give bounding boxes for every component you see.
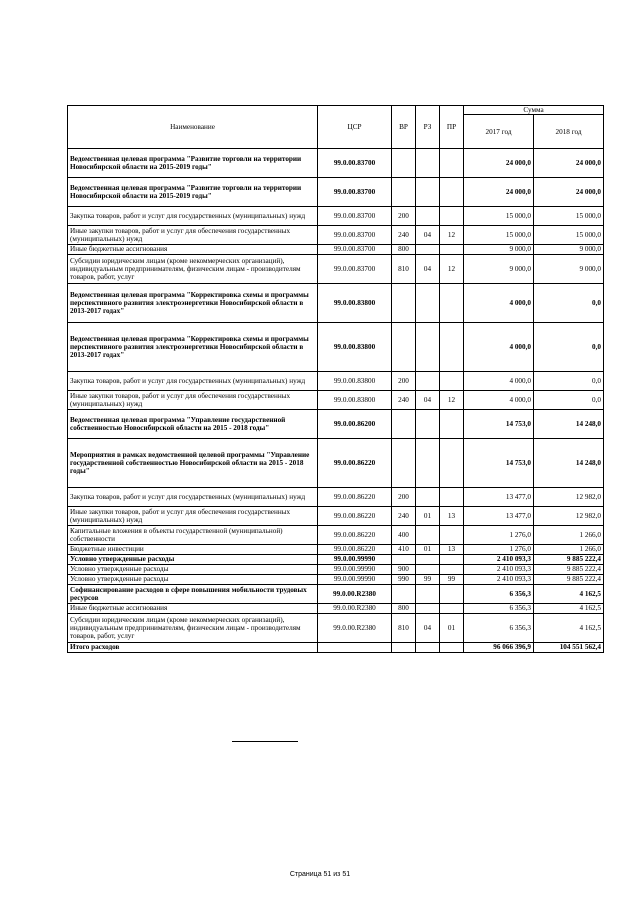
row-2017-cell: 1 276,0	[464, 545, 534, 555]
row-name-cell: Условно утвержденные расходы	[68, 555, 318, 565]
row-2018-cell: 15 000,0	[534, 207, 604, 226]
row-vr-cell	[392, 643, 416, 653]
header-sum: Сумма	[464, 106, 604, 115]
row-pr-cell: 99	[440, 575, 464, 585]
row-2017-cell: 15 000,0	[464, 226, 534, 245]
row-pr-cell	[440, 488, 464, 507]
row-rz-cell	[416, 245, 440, 255]
row-2017-cell: 1 276,0	[464, 526, 534, 545]
row-rz-cell: 01	[416, 545, 440, 555]
row-name-cell: Ведомственная целевая программа "Развитие торговли на территории Новосибирской области на 2015-2019 годы"	[68, 149, 318, 178]
row-pr-cell	[440, 284, 464, 323]
table-row	[68, 245, 604, 255]
row-pr-cell	[440, 555, 464, 565]
row-2017-cell: 24 000,0	[464, 149, 534, 178]
table-row	[68, 555, 604, 565]
table-row	[68, 226, 604, 245]
row-vr-cell: 810	[392, 255, 416, 284]
row-name-cell: Иные бюджетные ассигнования	[68, 245, 318, 255]
row-pr-cell	[440, 410, 464, 439]
row-pr-cell	[440, 565, 464, 575]
row-vr-cell: 400	[392, 526, 416, 545]
row-name-cell: Условно утвержденные расходы	[68, 565, 318, 575]
row-name-cell: Субсидии юридическим лицам (кроме некоммерческих организаций), индивидуальным предпринимателям, физическим лицам - производителям товаров, работ, услуг	[68, 255, 318, 284]
row-pr-cell	[440, 323, 464, 372]
row-pr-cell	[440, 439, 464, 488]
table-row	[68, 488, 604, 507]
row-csr-cell: 99.0.00.83700	[318, 207, 392, 226]
table-row	[68, 507, 604, 526]
row-csr-cell: 99.0.00.86220	[318, 545, 392, 555]
row-2018-cell: 0,0	[534, 323, 604, 372]
row-pr-cell	[440, 604, 464, 614]
row-vr-cell: 240	[392, 507, 416, 526]
table-row	[68, 439, 604, 488]
row-csr-cell: 99.0.00.83700	[318, 149, 392, 178]
row-2018-cell: 1 266,0	[534, 545, 604, 555]
row-name-cell: Ведомственная целевая программа "Развитие торговли на территории Новосибирской области на 2015-2019 годы"	[68, 178, 318, 207]
row-2018-cell: 4 162,5	[534, 585, 604, 604]
row-2017-cell: 4 000,0	[464, 323, 534, 372]
table-row	[68, 391, 604, 410]
row-2017-cell: 6 356,3	[464, 604, 534, 614]
row-2017-cell: 15 000,0	[464, 207, 534, 226]
row-name-cell: Иные закупки товаров, работ и услуг для обеспечения государственных (муниципальных) нужд	[68, 226, 318, 245]
row-vr-cell	[392, 149, 416, 178]
table-row	[68, 565, 604, 575]
row-csr-cell: 99.0.00.83700	[318, 178, 392, 207]
table-row	[68, 149, 604, 178]
row-rz-cell	[416, 323, 440, 372]
row-rz-cell: 04	[416, 391, 440, 410]
table-row	[68, 575, 604, 585]
row-2018-cell: 9 000,0	[534, 255, 604, 284]
table-row	[68, 178, 604, 207]
row-vr-cell	[392, 323, 416, 372]
row-2017-cell: 14 753,0	[464, 410, 534, 439]
row-vr-cell	[392, 439, 416, 488]
header-2017: 2017 год	[464, 115, 534, 149]
row-2018-cell: 4 162,5	[534, 614, 604, 643]
table-row	[68, 526, 604, 545]
row-name-cell: Иные бюджетные ассигнования	[68, 604, 318, 614]
row-rz-cell: 04	[416, 255, 440, 284]
row-name-cell: Ведомственная целевая программа "Корректировка схемы и программы перспективного развития электроэнергетики Новосибирской области в 2013-2017 годах"	[68, 284, 318, 323]
row-2018-cell: 4 162,5	[534, 604, 604, 614]
row-csr-cell: 99.0.00.R2380	[318, 604, 392, 614]
budget-table	[67, 105, 604, 653]
row-csr-cell	[318, 643, 392, 653]
header-pr: ПР	[440, 106, 464, 149]
row-vr-cell	[392, 284, 416, 323]
row-pr-cell	[440, 526, 464, 545]
row-vr-cell: 800	[392, 245, 416, 255]
row-rz-cell	[416, 555, 440, 565]
row-vr-cell: 990	[392, 575, 416, 585]
row-pr-cell	[440, 372, 464, 391]
row-name-cell: Закупка товаров, работ и услуг для государственных (муниципальных) нужд	[68, 207, 318, 226]
row-name-cell: Иные закупки товаров, работ и услуг для обеспечения государственных (муниципальных) нужд	[68, 507, 318, 526]
row-pr-cell	[440, 585, 464, 604]
row-name-cell: Бюджетные инвестиции	[68, 545, 318, 555]
row-rz-cell	[416, 178, 440, 207]
row-pr-cell	[440, 149, 464, 178]
row-2018-cell: 14 248,0	[534, 410, 604, 439]
row-name-cell: Итого расходов	[68, 643, 318, 653]
row-csr-cell: 99.0.00.83800	[318, 284, 392, 323]
table-row	[68, 410, 604, 439]
row-vr-cell: 900	[392, 565, 416, 575]
row-2018-cell: 9 885 222,4	[534, 575, 604, 585]
table-row	[68, 545, 604, 555]
row-2017-cell: 96 066 396,9	[464, 643, 534, 653]
row-rz-cell	[416, 585, 440, 604]
row-rz-cell	[416, 643, 440, 653]
table-header	[68, 106, 604, 149]
row-name-cell: Капитальные вложения в объекты государственной (муниципальной) собственности	[68, 526, 318, 545]
row-rz-cell: 04	[416, 226, 440, 245]
row-2017-cell: 13 477,0	[464, 507, 534, 526]
row-name-cell: Закупка товаров, работ и услуг для государственных (муниципальных) нужд	[68, 488, 318, 507]
row-rz-cell	[416, 526, 440, 545]
table-row	[68, 643, 604, 653]
table-row	[68, 614, 604, 643]
row-csr-cell: 99.0.00.99990	[318, 555, 392, 565]
row-rz-cell	[416, 565, 440, 575]
row-vr-cell: 200	[392, 488, 416, 507]
row-rz-cell: 01	[416, 507, 440, 526]
row-2017-cell: 2 410 093,3	[464, 565, 534, 575]
header-rz: РЗ	[416, 106, 440, 149]
row-vr-cell	[392, 585, 416, 604]
table-row	[68, 284, 604, 323]
row-name-cell: Ведомственная целевая программа "Управление государственной собственностью Новосибирской области на 2015 - 2018 годы"	[68, 410, 318, 439]
row-vr-cell: 240	[392, 391, 416, 410]
row-name-cell: Ведомственная целевая программа "Корректировка схемы и программы перспективного развития электроэнергетики Новосибирской области в 2013-2017 годах"	[68, 323, 318, 372]
row-2017-cell: 6 356,3	[464, 614, 534, 643]
page-number: Страница 51 из 51	[289, 871, 351, 878]
table-body	[68, 149, 604, 653]
row-csr-cell: 99.0.00.83700	[318, 226, 392, 245]
row-csr-cell: 99.0.00.99990	[318, 575, 392, 585]
header-csr: ЦСР	[318, 106, 392, 149]
row-name-cell: Закупка товаров, работ и услуг для государственных (муниципальных) нужд	[68, 372, 318, 391]
row-2017-cell: 9 000,0	[464, 255, 534, 284]
row-vr-cell: 200	[392, 207, 416, 226]
row-vr-cell: 800	[392, 604, 416, 614]
row-name-cell: Мероприятия в рамках ведомственной целевой программы "Управление государственной собственностью Новосибирской области на 2015 - 2018 годы"	[68, 439, 318, 488]
row-pr-cell: 13	[440, 545, 464, 555]
row-csr-cell: 99.0.00.83800	[318, 323, 392, 372]
row-2017-cell: 4 000,0	[464, 372, 534, 391]
row-vr-cell	[392, 410, 416, 439]
row-vr-cell	[392, 555, 416, 565]
row-pr-cell: 12	[440, 255, 464, 284]
row-2018-cell: 0,0	[534, 391, 604, 410]
row-2017-cell: 4 000,0	[464, 391, 534, 410]
row-rz-cell	[416, 488, 440, 507]
row-vr-cell: 200	[392, 372, 416, 391]
row-rz-cell	[416, 284, 440, 323]
table-row	[68, 372, 604, 391]
row-rz-cell	[416, 149, 440, 178]
row-csr-cell: 99.0.00.86220	[318, 526, 392, 545]
row-2017-cell: 14 753,0	[464, 439, 534, 488]
row-2018-cell: 12 982,0	[534, 488, 604, 507]
row-2017-cell: 2 410 093,3	[464, 575, 534, 585]
row-vr-cell: 240	[392, 226, 416, 245]
row-name-cell: Иные закупки товаров, работ и услуг для обеспечения государственных (муниципальных) нужд	[68, 391, 318, 410]
row-rz-cell: 04	[416, 614, 440, 643]
row-2018-cell: 12 982,0	[534, 507, 604, 526]
row-vr-cell	[392, 178, 416, 207]
row-2018-cell: 0,0	[534, 284, 604, 323]
row-pr-cell	[440, 245, 464, 255]
row-csr-cell: 99.0.00.R2380	[318, 614, 392, 643]
row-pr-cell	[440, 207, 464, 226]
row-rz-cell	[416, 410, 440, 439]
table-row	[68, 255, 604, 284]
row-csr-cell: 99.0.00.83800	[318, 391, 392, 410]
row-pr-cell: 01	[440, 614, 464, 643]
row-csr-cell: 99.0.00.83800	[318, 372, 392, 391]
row-csr-cell: 99.0.00.R2380	[318, 585, 392, 604]
header-2018: 2018 год	[534, 115, 604, 149]
row-pr-cell: 12	[440, 391, 464, 410]
row-csr-cell: 99.0.00.86220	[318, 507, 392, 526]
row-rz-cell	[416, 604, 440, 614]
row-2018-cell: 14 248,0	[534, 439, 604, 488]
row-csr-cell: 99.0.00.83700	[318, 245, 392, 255]
row-csr-cell: 99.0.00.83700	[318, 255, 392, 284]
row-2018-cell: 24 000,0	[534, 149, 604, 178]
table-row	[68, 585, 604, 604]
header-vr: ВР	[392, 106, 416, 149]
row-2018-cell: 9 000,0	[534, 245, 604, 255]
row-2018-cell: 0,0	[534, 372, 604, 391]
row-2018-cell: 15 000,0	[534, 226, 604, 245]
row-rz-cell	[416, 372, 440, 391]
row-2017-cell: 13 477,0	[464, 488, 534, 507]
row-2018-cell: 1 266,0	[534, 526, 604, 545]
separator-line	[232, 741, 298, 742]
row-rz-cell: 99	[416, 575, 440, 585]
row-2017-cell: 6 356,3	[464, 585, 534, 604]
row-name-cell: Условно утвержденные расходы	[68, 575, 318, 585]
row-rz-cell	[416, 207, 440, 226]
row-vr-cell: 410	[392, 545, 416, 555]
row-2017-cell: 4 000,0	[464, 284, 534, 323]
row-pr-cell	[440, 643, 464, 653]
row-2018-cell: 9 885 222,4	[534, 565, 604, 575]
row-csr-cell: 99.0.00.86220	[318, 439, 392, 488]
row-rz-cell	[416, 439, 440, 488]
table-row	[68, 323, 604, 372]
table-row	[68, 604, 604, 614]
row-name-cell: Субсидии юридическим лицам (кроме некоммерческих организаций), индивидуальным предпринимателям, физическим лицам - производителям товаров, работ, услуг	[68, 614, 318, 643]
row-2018-cell: 9 885 222,4	[534, 555, 604, 565]
table-row	[68, 207, 604, 226]
row-2018-cell: 104 551 562,4	[534, 643, 604, 653]
row-2017-cell: 9 000,0	[464, 245, 534, 255]
row-2017-cell: 24 000,0	[464, 178, 534, 207]
row-csr-cell: 99.0.00.86200	[318, 410, 392, 439]
row-pr-cell	[440, 178, 464, 207]
row-2018-cell: 24 000,0	[534, 178, 604, 207]
row-2017-cell: 2 410 093,3	[464, 555, 534, 565]
row-vr-cell: 810	[392, 614, 416, 643]
row-csr-cell: 99.0.00.99990	[318, 565, 392, 575]
row-pr-cell: 12	[440, 226, 464, 245]
row-pr-cell: 13	[440, 507, 464, 526]
header-name: Наименование	[68, 106, 318, 149]
row-csr-cell: 99.0.00.86220	[318, 488, 392, 507]
row-name-cell: Софинансирование расходов в сфере повышения мобильности трудовых ресурсов	[68, 585, 318, 604]
